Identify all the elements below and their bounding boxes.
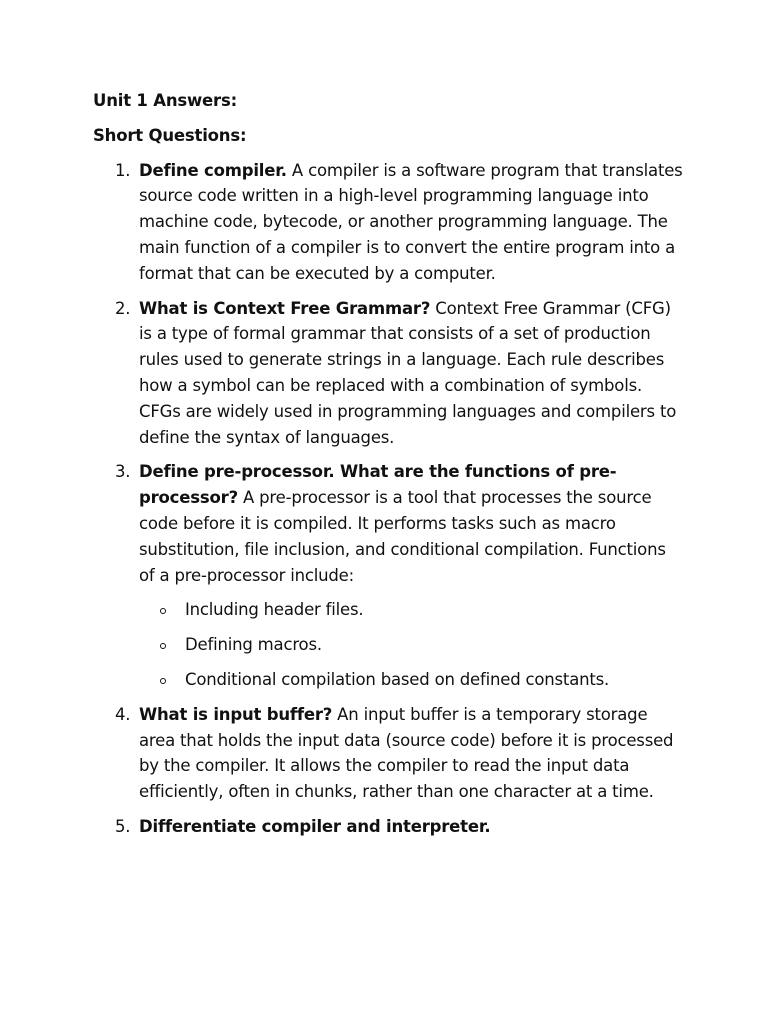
question-title: Define pre-processor. What are the functions of pre-processor? (139, 462, 617, 508)
function-list (139, 597, 683, 692)
section-title: Short Questions: (93, 125, 247, 145)
question-answer: Context Free Grammar (CFG) is a type of formal grammar that consists of a set of production rules used to generate strings in a language. Each rule describes how a symbol can be replaced with a combination of symbols. CFGs are widely used in programming languages and compilers to define the syntax of languages. (139, 298, 677, 447)
question-list (93, 158, 683, 840)
question-item-3 (93, 459, 683, 692)
question-item-2 (93, 296, 683, 451)
question-title: Differentiate compiler and interpreter. (139, 816, 491, 836)
question-answer: A pre-processor is a tool that processes the source code before it is compiled. It performs tasks such as macro substitution, file inclusion, and conditional compilation. Functions of a pre-processor include: (139, 488, 666, 585)
question-number: 3. (115, 462, 131, 482)
question-number: 5. (115, 816, 131, 836)
question-body (139, 158, 683, 287)
question-number: 1. (115, 160, 131, 180)
question-title: What is Context Free Grammar? (139, 298, 431, 318)
question-body (139, 702, 683, 805)
list-item (139, 597, 683, 623)
list-item (139, 632, 683, 658)
question-title: Define compiler. (139, 160, 287, 180)
question-title: What is input buffer? (139, 704, 333, 724)
question-item-4 (93, 702, 683, 805)
question-number: 2. (115, 298, 131, 318)
question-item-5 (93, 814, 683, 840)
list-item-text: Including header files. (185, 600, 364, 620)
hollow-bullet-icon (160, 678, 166, 684)
question-answer: A compiler is a software program that translates source code written in a high-level programming language into machine code, bytecode, or another programming language. The main function of a compiler is to convert the entire program into a format that can be executed by a computer. (139, 160, 683, 283)
list-item (139, 667, 683, 693)
document-page (93, 88, 683, 849)
document-heading: Unit 1 Answers: (93, 91, 237, 110)
question-body (139, 459, 683, 588)
list-item-text: Defining macros. (185, 635, 322, 655)
hollow-bullet-icon (160, 643, 166, 649)
question-body (139, 296, 683, 451)
question-body (139, 814, 683, 840)
question-item-1 (93, 158, 683, 287)
hollow-bullet-icon (160, 608, 166, 614)
question-number: 4. (115, 704, 131, 724)
question-answer: An input buffer is a temporary storage area that holds the input data (source code) before it is processed by the compiler. It allows the compiler to read the input data efficiently, often in chunks, rather than one character at a time. (139, 704, 674, 802)
list-item-text: Conditional compilation based on defined constants. (185, 669, 610, 689)
